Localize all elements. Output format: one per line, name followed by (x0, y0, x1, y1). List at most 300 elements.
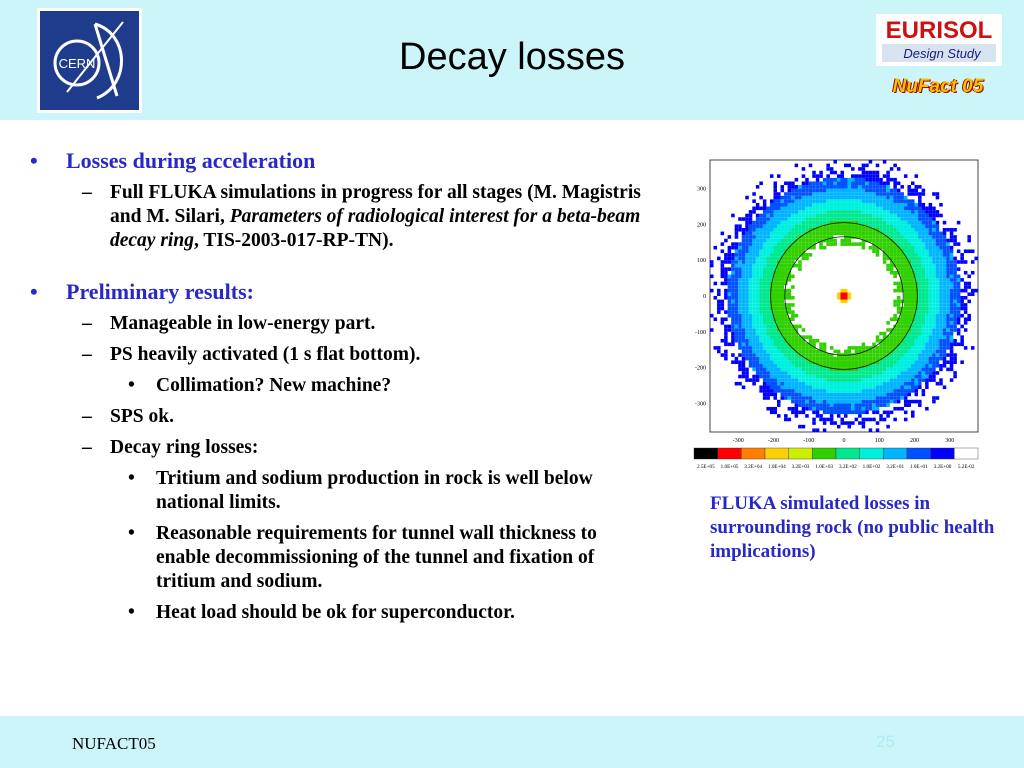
heatmap-cell (950, 235, 954, 239)
heatmap-cell (759, 335, 763, 339)
heatmap-cell (876, 199, 880, 203)
heatmap-cell (721, 321, 725, 325)
heatmap-cell (897, 360, 901, 364)
heatmap-cell (766, 393, 770, 397)
heatmap-cell (823, 418, 827, 422)
heatmap-cell (795, 185, 799, 189)
heatmap-cell (939, 242, 943, 246)
heatmap-cell (795, 357, 799, 361)
heatmap-cell (721, 307, 725, 311)
heatmap-cell (735, 314, 739, 318)
heatmap-cell (777, 289, 781, 293)
heatmap-cell (802, 192, 806, 196)
heatmap-cell (833, 393, 837, 397)
heatmap-cell (911, 199, 915, 203)
heatmap-cell (876, 189, 880, 193)
color-scale-label: 3.2E+04 (744, 464, 763, 470)
heatmap-cell (915, 260, 919, 264)
heatmap-cell (819, 199, 823, 203)
heatmap-cell (953, 321, 957, 325)
heatmap-cell (851, 189, 855, 193)
heatmap-cell (915, 400, 919, 404)
heatmap-cell (869, 174, 873, 178)
heatmap-cell (893, 393, 897, 397)
heatmap-cell (848, 382, 852, 386)
heatmap-cell (950, 228, 954, 232)
heatmap-cell (833, 178, 837, 182)
heatmap-cell (904, 271, 908, 275)
heatmap-cell (865, 418, 869, 422)
heatmap-cell (893, 228, 897, 232)
heatmap-cell (946, 275, 950, 279)
heatmap-cell (777, 278, 781, 282)
heatmap-cell (890, 371, 894, 375)
heatmap-cell (932, 285, 936, 289)
heatmap-cell (802, 393, 806, 397)
heatmap-cell (848, 403, 852, 407)
heatmap-cell (763, 343, 767, 347)
heatmap-cell (802, 242, 806, 246)
heatmap-cell (826, 228, 830, 232)
heatmap-cell (904, 360, 908, 364)
heatmap-cell (893, 378, 897, 382)
heatmap-cell (837, 292, 841, 296)
heatmap-cell (907, 317, 911, 321)
heatmap-cell (731, 289, 735, 293)
heatmap-cell (869, 393, 873, 397)
heatmap-cell (749, 353, 753, 357)
heatmap-cell (798, 239, 802, 243)
heatmap-cell (826, 400, 830, 404)
heatmap-cell (826, 375, 830, 379)
heatmap-cell (932, 353, 936, 357)
heatmap-cell (837, 199, 841, 203)
heatmap-cell (788, 350, 792, 354)
heatmap-cell (886, 264, 890, 268)
heatmap-cell (918, 214, 922, 218)
heatmap-cell (915, 321, 919, 325)
heatmap-cell (840, 357, 844, 361)
heatmap-cell (752, 271, 756, 275)
heatmap-cell (840, 189, 844, 193)
heatmap-cell (809, 371, 813, 375)
heatmap-cell (752, 310, 756, 314)
heatmap-cell (858, 207, 862, 211)
heatmap-cell (724, 310, 728, 314)
heatmap-cell (943, 282, 947, 286)
heatmap-cell (791, 235, 795, 239)
heatmap-cell (777, 267, 781, 271)
heatmap-cell (766, 335, 770, 339)
heatmap-cell (900, 389, 904, 393)
heatmap-cell (922, 275, 926, 279)
heatmap-cell (911, 389, 915, 393)
heatmap-cell (879, 203, 883, 207)
heatmap-cell (840, 196, 844, 200)
heatmap-cell (735, 307, 739, 311)
heatmap-cell (918, 221, 922, 225)
heatmap-cell (925, 257, 929, 261)
heatmap-cell (922, 292, 926, 296)
heatmap-cell (879, 378, 883, 382)
heatmap-cell (724, 339, 728, 343)
heatmap-cell (766, 378, 770, 382)
heatmap-cell (900, 350, 904, 354)
heatmap-cell (957, 275, 961, 279)
heatmap-cell (840, 393, 844, 397)
heatmap-cell (826, 203, 830, 207)
heatmap-cell (798, 189, 802, 193)
heatmap-cell (773, 396, 777, 400)
heatmap-cell (890, 224, 894, 228)
heatmap-cell (759, 332, 763, 336)
heatmap-cell (844, 199, 848, 203)
heatmap-cell (784, 199, 788, 203)
heatmap-cell (823, 385, 827, 389)
heatmap-cell (858, 189, 862, 193)
x-tick-label: -100 (803, 438, 815, 444)
heatmap-cell (781, 382, 785, 386)
heatmap-cell (922, 264, 926, 268)
heatmap-cell (907, 192, 911, 196)
x-tick-label: -300 (732, 438, 744, 444)
heatmap-cell (759, 325, 763, 329)
heatmap-cell (943, 239, 947, 243)
heatmap-cell (929, 317, 933, 321)
heatmap-cell (943, 285, 947, 289)
heatmap-cell (925, 328, 929, 332)
heatmap-cell (728, 285, 732, 289)
heatmap-cell (840, 181, 844, 185)
heatmap-cell (738, 360, 742, 364)
heatmap-cell (784, 389, 788, 393)
heatmap-cell (752, 253, 756, 257)
heatmap-cell (869, 221, 873, 225)
heatmap-cell (869, 214, 873, 218)
heatmap-cell (943, 235, 947, 239)
heatmap-cell (759, 207, 763, 211)
heatmap-cell (795, 393, 799, 397)
heatmap-cell (911, 232, 915, 236)
heatmap-cell (848, 181, 852, 185)
heatmap-cell (763, 375, 767, 379)
heatmap-cell (819, 232, 823, 236)
heatmap-cell (826, 403, 830, 407)
heatmap-cell (770, 350, 774, 354)
heatmap-cell (907, 224, 911, 228)
heatmap-cell (971, 292, 975, 296)
heatmap-cell (883, 364, 887, 368)
heatmap-cell (717, 289, 721, 293)
heatmap-cell (749, 328, 753, 332)
heatmap-cell (728, 303, 732, 307)
heatmap-cell (812, 214, 816, 218)
heatmap-cell (964, 321, 968, 325)
heatmap-cell (900, 210, 904, 214)
heatmap-cell (752, 239, 756, 243)
heatmap-cell (950, 289, 954, 293)
heatmap-cell (848, 217, 852, 221)
heatmap-cell (862, 189, 866, 193)
heatmap-cell (865, 346, 869, 350)
heatmap-cell (879, 396, 883, 400)
heatmap-cell (756, 314, 760, 318)
heatmap-cell (883, 221, 887, 225)
nufact-logo: NuFact 05 (892, 76, 984, 97)
heatmap-cell (869, 199, 873, 203)
heatmap-cell (798, 371, 802, 375)
heatmap-cell (756, 300, 760, 304)
heatmap-cell (763, 207, 767, 211)
heatmap-cell (939, 335, 943, 339)
heatmap-cell (844, 378, 848, 382)
heatmap-cell (773, 192, 777, 196)
heatmap-cell (756, 328, 760, 332)
heatmap-cell (770, 411, 774, 415)
heatmap-cell (886, 360, 890, 364)
heatmap-cell (911, 242, 915, 246)
heatmap-cell (745, 307, 749, 311)
heatmap-cell (840, 382, 844, 386)
heatmap-cell (946, 257, 950, 261)
heatmap-cell (855, 393, 859, 397)
heatmap-cell (953, 325, 957, 329)
heatmap-cell (777, 335, 781, 339)
page-title: Decay losses (399, 36, 625, 78)
heatmap-cell (911, 246, 915, 250)
heatmap-cell (749, 332, 753, 336)
heatmap-cell (735, 357, 739, 361)
heatmap-cell (798, 396, 802, 400)
heatmap-cell (826, 385, 830, 389)
heatmap-cell (957, 332, 961, 336)
heatmap-cell (904, 353, 908, 357)
heatmap-cell (922, 350, 926, 354)
heatmap-cell (773, 189, 777, 193)
heatmap-cell (752, 375, 756, 379)
heatmap-cell (897, 353, 901, 357)
heatmap-cell (837, 217, 841, 221)
heatmap-cell (812, 232, 816, 236)
heatmap-cell (805, 400, 809, 404)
heatmap-cell (784, 257, 788, 261)
heatmap-cell (907, 350, 911, 354)
heatmap-cell (848, 178, 852, 182)
heatmap-cell (823, 396, 827, 400)
heatmap-cell (918, 403, 922, 407)
heatmap-cell (936, 343, 940, 347)
heatmap-cell (900, 232, 904, 236)
heatmap-cell (759, 246, 763, 250)
heatmap-cell (950, 353, 954, 357)
heatmap-cell (798, 403, 802, 407)
heatmap-cell (742, 346, 746, 350)
heatmap-cell (819, 246, 823, 250)
heatmap-cell (925, 317, 929, 321)
heatmap-cell (900, 257, 904, 261)
heatmap-cell (721, 267, 725, 271)
heatmap-cell (812, 350, 816, 354)
heatmap-cell (915, 357, 919, 361)
heatmap-cell (953, 292, 957, 296)
heatmap-cell (844, 375, 848, 379)
heatmap-cell (816, 232, 820, 236)
heatmap-cell (848, 425, 852, 429)
heatmap-cell (922, 307, 926, 311)
heatmap-cell (773, 285, 777, 289)
heatmap-cell (728, 314, 732, 318)
heatmap-cell (802, 407, 806, 411)
heatmap-cell (907, 314, 911, 318)
bullet-level3: • Tritium and sodium production in rock is well below national limits. (128, 468, 593, 513)
heatmap-cell (883, 403, 887, 407)
heatmap-cell (777, 400, 781, 404)
heatmap-cell (929, 257, 933, 261)
heatmap-cell (953, 278, 957, 282)
heatmap-cell (897, 350, 901, 354)
heatmap-cell (816, 214, 820, 218)
heatmap-cell (932, 278, 936, 282)
heatmap-cell (742, 325, 746, 329)
heatmap-cell (890, 267, 894, 271)
heatmap-cell (809, 375, 813, 379)
heatmap-cell (812, 411, 816, 415)
heatmap-cell (900, 224, 904, 228)
heatmap-cell (759, 232, 763, 236)
heatmap-cell (890, 357, 894, 361)
heatmap-cell (781, 189, 785, 193)
heatmap-cell (844, 189, 848, 193)
heatmap-cell (823, 357, 827, 361)
heatmap-cell (918, 364, 922, 368)
heatmap-cell (876, 207, 880, 211)
heatmap-cell (936, 224, 940, 228)
heatmap-cell (922, 393, 926, 397)
heatmap-cell (922, 221, 926, 225)
heatmap-cell (812, 364, 816, 368)
heatmap-cell (756, 257, 760, 261)
heatmap-cell (788, 210, 792, 214)
heatmap-cell (819, 214, 823, 218)
heatmap-cell (915, 228, 919, 232)
heatmap-cell (742, 235, 746, 239)
heatmap-cell (876, 192, 880, 196)
heatmap-cell (886, 357, 890, 361)
heatmap-cell (819, 385, 823, 389)
heatmap-cell (925, 382, 929, 386)
heatmap-cell (904, 364, 908, 368)
heatmap-cell (745, 300, 749, 304)
heatmap-cell (855, 189, 859, 193)
heatmap-cell (897, 232, 901, 236)
heatmap-cell (939, 353, 943, 357)
heatmap-cell (809, 199, 813, 203)
heatmap-cell (823, 382, 827, 386)
heatmap-cell (922, 314, 926, 318)
heatmap-cell (731, 353, 735, 357)
y-tick-label: -200 (695, 365, 706, 372)
heatmap-cell (805, 350, 809, 354)
heatmap-cell (763, 393, 767, 397)
heatmap-cell (805, 185, 809, 189)
heatmap-cell (858, 393, 862, 397)
heatmap-cell (717, 257, 721, 261)
heatmap-cell (731, 307, 735, 311)
heatmap-cell (929, 325, 933, 329)
heatmap-cell (883, 393, 887, 397)
heatmap-cell (876, 346, 880, 350)
heatmap-cell (876, 253, 880, 257)
heatmap-cell (788, 260, 792, 264)
heatmap-cell (915, 214, 919, 218)
heatmap-cell (911, 360, 915, 364)
heatmap-cell (907, 207, 911, 211)
heatmap-cell (872, 364, 876, 368)
heatmap-cell (957, 303, 961, 307)
heatmap-cell (851, 192, 855, 196)
heatmap-cell (939, 264, 943, 268)
heatmap-cell (802, 181, 806, 185)
heatmap-cell (777, 300, 781, 304)
heatmap-cell (819, 346, 823, 350)
heatmap-cell (904, 199, 908, 203)
heatmap-cell (869, 353, 873, 357)
heatmap-cell (795, 343, 799, 347)
heatmap-cell (855, 242, 859, 246)
heatmap-cell (756, 307, 760, 311)
heatmap-cell (791, 314, 795, 318)
heatmap-cell (745, 332, 749, 336)
heatmap-cell (826, 178, 830, 182)
heatmap-cell (904, 196, 908, 200)
heatmap-cell (738, 228, 742, 232)
heatmap-cell (929, 278, 933, 282)
heatmap-cell (816, 228, 820, 232)
heatmap-cell (879, 389, 883, 393)
heatmap-cell (869, 396, 873, 400)
heatmap-cell (932, 317, 936, 321)
heatmap-cell (869, 368, 873, 372)
heatmap-cell (833, 214, 837, 218)
heatmap-cell (922, 282, 926, 286)
heatmap-cell (745, 221, 749, 225)
heatmap-cell (943, 385, 947, 389)
color-scale-swatch (860, 448, 884, 459)
heatmap-cell (886, 210, 890, 214)
heatmap-cell (851, 224, 855, 228)
heatmap-cell (844, 421, 848, 425)
heatmap-cell (904, 378, 908, 382)
heatmap-cell (957, 300, 961, 304)
heatmap-cell (770, 210, 774, 214)
heatmap-cell (939, 325, 943, 329)
heatmap-cell (953, 289, 957, 293)
heatmap-cell (784, 239, 788, 243)
heatmap-cell (773, 228, 777, 232)
page-number: 25 (876, 732, 895, 751)
heatmap-cell (798, 411, 802, 415)
heatmap-cell (759, 196, 763, 200)
heatmap-cell (872, 207, 876, 211)
heatmap-cell (802, 346, 806, 350)
heatmap-cell (907, 343, 911, 347)
heatmap-cell (883, 196, 887, 200)
heatmap-cell (738, 242, 742, 246)
heatmap-cell (876, 239, 880, 243)
heatmap-cell (795, 325, 799, 329)
heatmap-cell (862, 203, 866, 207)
heatmap-cell (904, 260, 908, 264)
